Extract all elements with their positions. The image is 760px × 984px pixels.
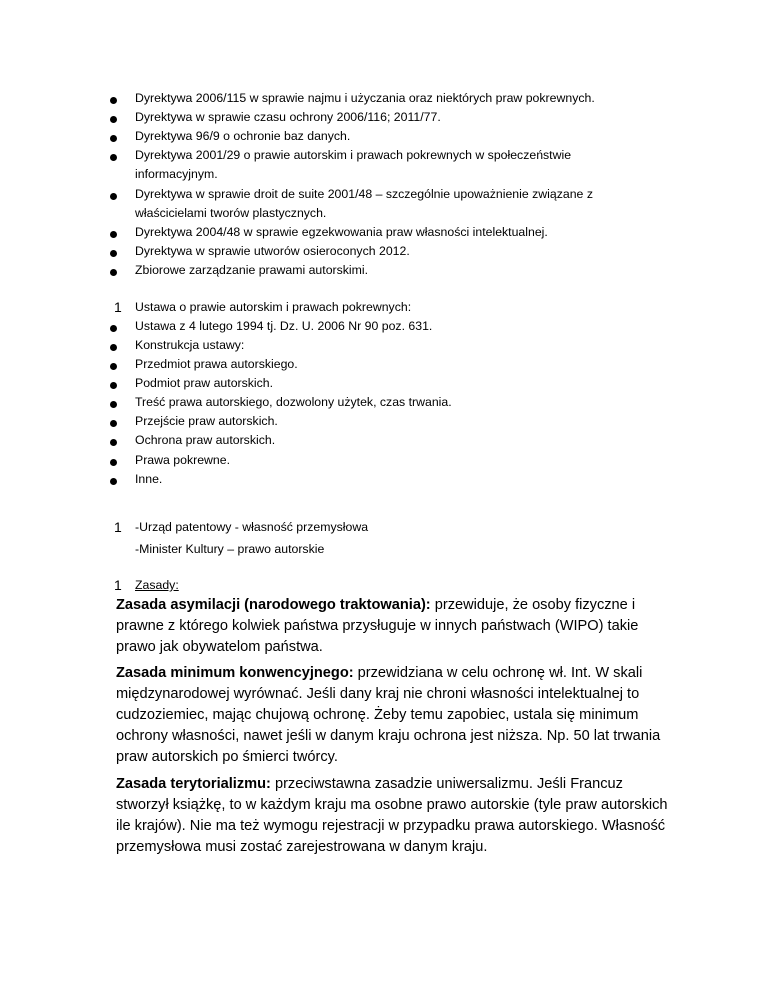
bullet-icon: [110, 193, 117, 200]
list-item-continuation: informacyjnym.: [135, 167, 218, 181]
document-page: Dyrektywa 2006/115 w sprawie najmu i użyczania oraz niektórych praw pokrewnych. Dyrektywa w sprawie czasu ochrony 2006/116; 2011/77. Dyrektywa 96/9 o ochronie baz danych. Dyrektywa 2001/29 o prawie autorskim i prawach pokrewnych w społeczeństwie informacyjnym. Dyrektywa w sprawie droit de suite 2001/48 – szczególnie upoważnienie związane z właścicielami tworów plastycznych. Dyrektywa 2004/48 w sprawie egzekwowania praw własności intelektualnej. Dyrektywa w sprawie utworów osieroconych 2012. Zbiorowe zarządzanie prawami autorskimi. 1 Ustawa o prawie autorskim i prawach pokrewnych: Ustawa z 4 lutego 1994 tj. Dz. U. 2006 Nr 90 poz. 631. Konstrukcja ustawy: Przedmiot prawa autorskiego. Podmiot praw autorskich. Treść prawa autorskiego, dozwolony użytek, czas trwania. Przejście praw autorskich. Ochrona praw autorskich. Prawa pokrewne. Inne. 1 -Urząd patentowy - własność przemysłowa -Minister Kultury – prawo autorskie 1 Zasady: Zasada asymilacji (narodowego traktowania): przewiduje, że osoby fizyczne i prawne z którego kolwiek państwa przysługuje w innych państwach (WIPO) takie prawo jak obywatelom państwa. Zasada minimum konwencyjnego: przewidziana w celu ochronę wł. Int. W skali międzynarodowej wyrównać. Jeśli dany kraj nie chroni własności intelektualnej to cudzoziemiec, mając chujową ochronę. Żeby temu zapobiec, ustala się minimum ochrony własności, nawet jeśli w danym kraju ochrona jest niższa. Np. 50 lat trwania praw autorskich po śmierci twórcy. Zasada terytorializmu: przeciwstawna zasadzie uniwersalizmu. Jeśli Francuz stworzył książkę, to w każdym kraju ma osobne prawo autorskie (tyle praw autorskich ile krajów). Nie ma też wymogu rejestracji w przypadku prawa autorskiego. Własność przemysłowa musi zostać zarejestrowana w danym kraju.: [0, 0, 760, 984]
paragraph-text: przeciwstawna zasadzie uniwersalizmu. Jeśli Francuz stworzył książkę, to w każdym kraju ma osobne prawo autorskie (tyle praw autorskich ile krajów). Nie ma też wymogu rejestracji w przypadku prawa autorskiego. Własność przemysłowa musi zostać zarejestrowana w danym kraju.: [116, 776, 668, 855]
paragraph-title: Zasada minimum konwencyjnego:: [116, 665, 354, 681]
list-item-continuation: właścicielami tworów plastycznych.: [135, 206, 327, 220]
paragraph-text: przewiduje, że osoby fizyczne i prawne z którego kolwiek państwa przysługuje w innych państwach (WIPO) takie prawo jak obywatelom państwa.: [116, 597, 639, 655]
bullet-icon: [110, 420, 117, 427]
list-number: 1: [114, 577, 122, 593]
bullet-icon: [110, 459, 117, 466]
paragraph-territoriality: [116, 774, 676, 858]
bullet-icon: [110, 363, 117, 370]
bullet-icon: [110, 382, 117, 389]
paragraph-title: Zasada terytorializmu:: [116, 776, 271, 792]
list-number: 1: [114, 519, 122, 535]
paragraph-text: przewidziana w celu ochronę wł. Int. W skali międzynarodowej wyrównać. Jeśli dany kraj nie chroni własności intelektualnej to cudzoziemiec, mając chujową ochronę. Żeby temu zapobiec, ustala się minimum ochrony własności, nawet jeśli w danym kraju ochrona jest niższa. Np. 50 lat trwania praw autorskich po śmierci twórcy.: [116, 665, 661, 765]
bullet-icon: [110, 439, 117, 446]
bullet-icon: [110, 269, 117, 276]
paragraph-assimilation: [116, 595, 676, 658]
list-number: 1: [114, 299, 122, 315]
bullet-icon: [110, 401, 117, 408]
paragraph-minimum: [116, 663, 676, 768]
list-item-continuation: -Minister Kultury – prawo autorskie: [135, 542, 325, 556]
bullet-icon: [110, 116, 117, 123]
bullet-icon: [110, 154, 117, 161]
bullet-icon: [110, 478, 117, 485]
paragraph-title: Zasada asymilacji (narodowego traktowania):: [116, 597, 431, 613]
bullet-icon: [110, 250, 117, 257]
bullet-icon: [110, 97, 117, 104]
bullet-icon: [110, 344, 117, 351]
bullet-icon: [110, 325, 117, 332]
bullet-icon: [110, 231, 117, 238]
bullet-icon: [110, 135, 117, 142]
